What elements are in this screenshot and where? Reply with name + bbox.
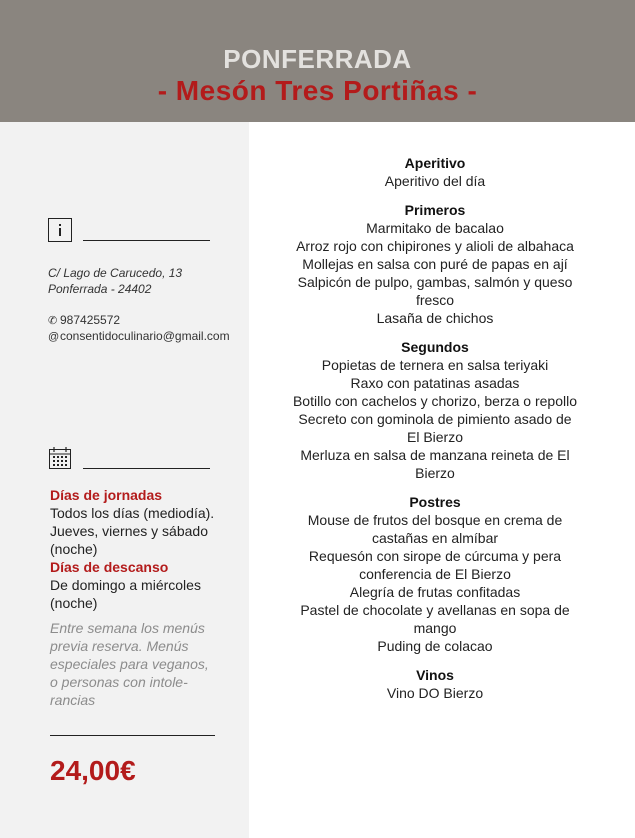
schedule-closed-title: Días de descanso [50,559,169,575]
menu-section [275,338,595,482]
email-address: consentidoculinario@gmail.com [60,329,230,343]
menu-section [275,493,595,655]
divider-line [83,468,210,469]
menu-dish: Merluza en salsa de manzana reineta de El [300,447,570,463]
info-icon [48,218,72,242]
divider-line [83,240,210,241]
menu-dish: Vino DO Bierzo [386,685,484,701]
address-line-1: C/ Lago de Carucedo, 13 [48,266,183,280]
menu-dish: Puding de colacao [377,638,493,654]
menu-dish: Mouse de frutos del bosque en crema de [307,512,563,528]
menu-section [275,201,595,327]
menu-dish: Alegría de frutas confitadas [349,584,521,600]
menu-dish: Mollejas en salsa con puré de papas en ají [302,256,568,272]
menu-dish: castañas en almíbar [371,530,499,546]
city-title: PONFERRADA [223,44,412,74]
menu-dish: Pastel de chocolate y avellanas en sopa de [300,602,570,618]
schedule-open-title: Días de jornadas [50,487,163,503]
menu-price: 24,00€ [50,755,136,786]
menu-dish: Botillo con cachelos y chorizo, berza o repollo [292,393,578,409]
menu-dish: Marmitako de bacalao [366,220,504,236]
menu-dish: Secreto con gominola de pimiento asado de [298,411,572,427]
menu-list [275,154,595,713]
schedule-open-line: (noche) [50,541,98,557]
menu-section-title: Postres [409,494,461,510]
menu-section-title: Aperitivo [404,155,466,171]
phone-row [48,312,120,329]
at-icon: @ [48,331,60,343]
phone-icon: ✆ [48,315,58,327]
menu-dish: Lasaña de chichos [376,310,494,326]
divider-line [50,735,215,736]
address-line-2: Ponferrada - 24402 [48,282,152,296]
menu-dish: Arroz rojo con chipirones y alioli de albahaca [296,238,574,254]
reservation-note-line: previa reserva. Menús [50,638,189,654]
schedule-closed-line: De domingo a miércoles [50,577,201,593]
schedule-closed-line: (noche) [50,595,98,611]
schedule-open-line: Jueves, viernes y sábado [50,523,208,539]
menu-section-title: Segundos [401,339,469,355]
reservation-note-line: Entre semana los menús [50,620,205,636]
header-banner [0,0,635,122]
restaurant-name: - Mesón Tres Portiñas - [157,75,478,106]
menu-dish: mango [413,620,457,636]
menu-dish: Salpicón de pulpo, gambas, salmón y queso [297,274,573,290]
menu-section-title: Vinos [416,667,454,683]
reservation-note-line: especiales para veganos, [50,656,209,672]
menu-section-title: Primeros [404,202,466,218]
menu-dish: Popietas de ternera en salsa teriyaki [321,357,549,373]
reservation-note-line: o personas con intole- [50,674,188,690]
sidebar [0,122,249,838]
menu-dish: Aperitivo del día [384,173,486,189]
schedule-open-line: Todos los días (mediodía). [50,505,215,521]
calendar-icon [48,446,72,470]
menu-dish: conferencia de El Bierzo [359,566,511,582]
menu-section [275,666,595,702]
menu-dish: Bierzo [415,465,455,481]
menu-dish: fresco [415,292,455,308]
phone-number: 987425572 [60,313,121,327]
menu-section [275,154,595,190]
reservation-note-line: rancias [50,692,96,708]
menu-dish: El Bierzo [406,429,464,445]
menu-dish: Raxo con patatinas asadas [350,375,520,391]
menu-dish: Requesón con sirope de cúrcuma y pera [308,548,562,564]
email-row [48,328,230,345]
